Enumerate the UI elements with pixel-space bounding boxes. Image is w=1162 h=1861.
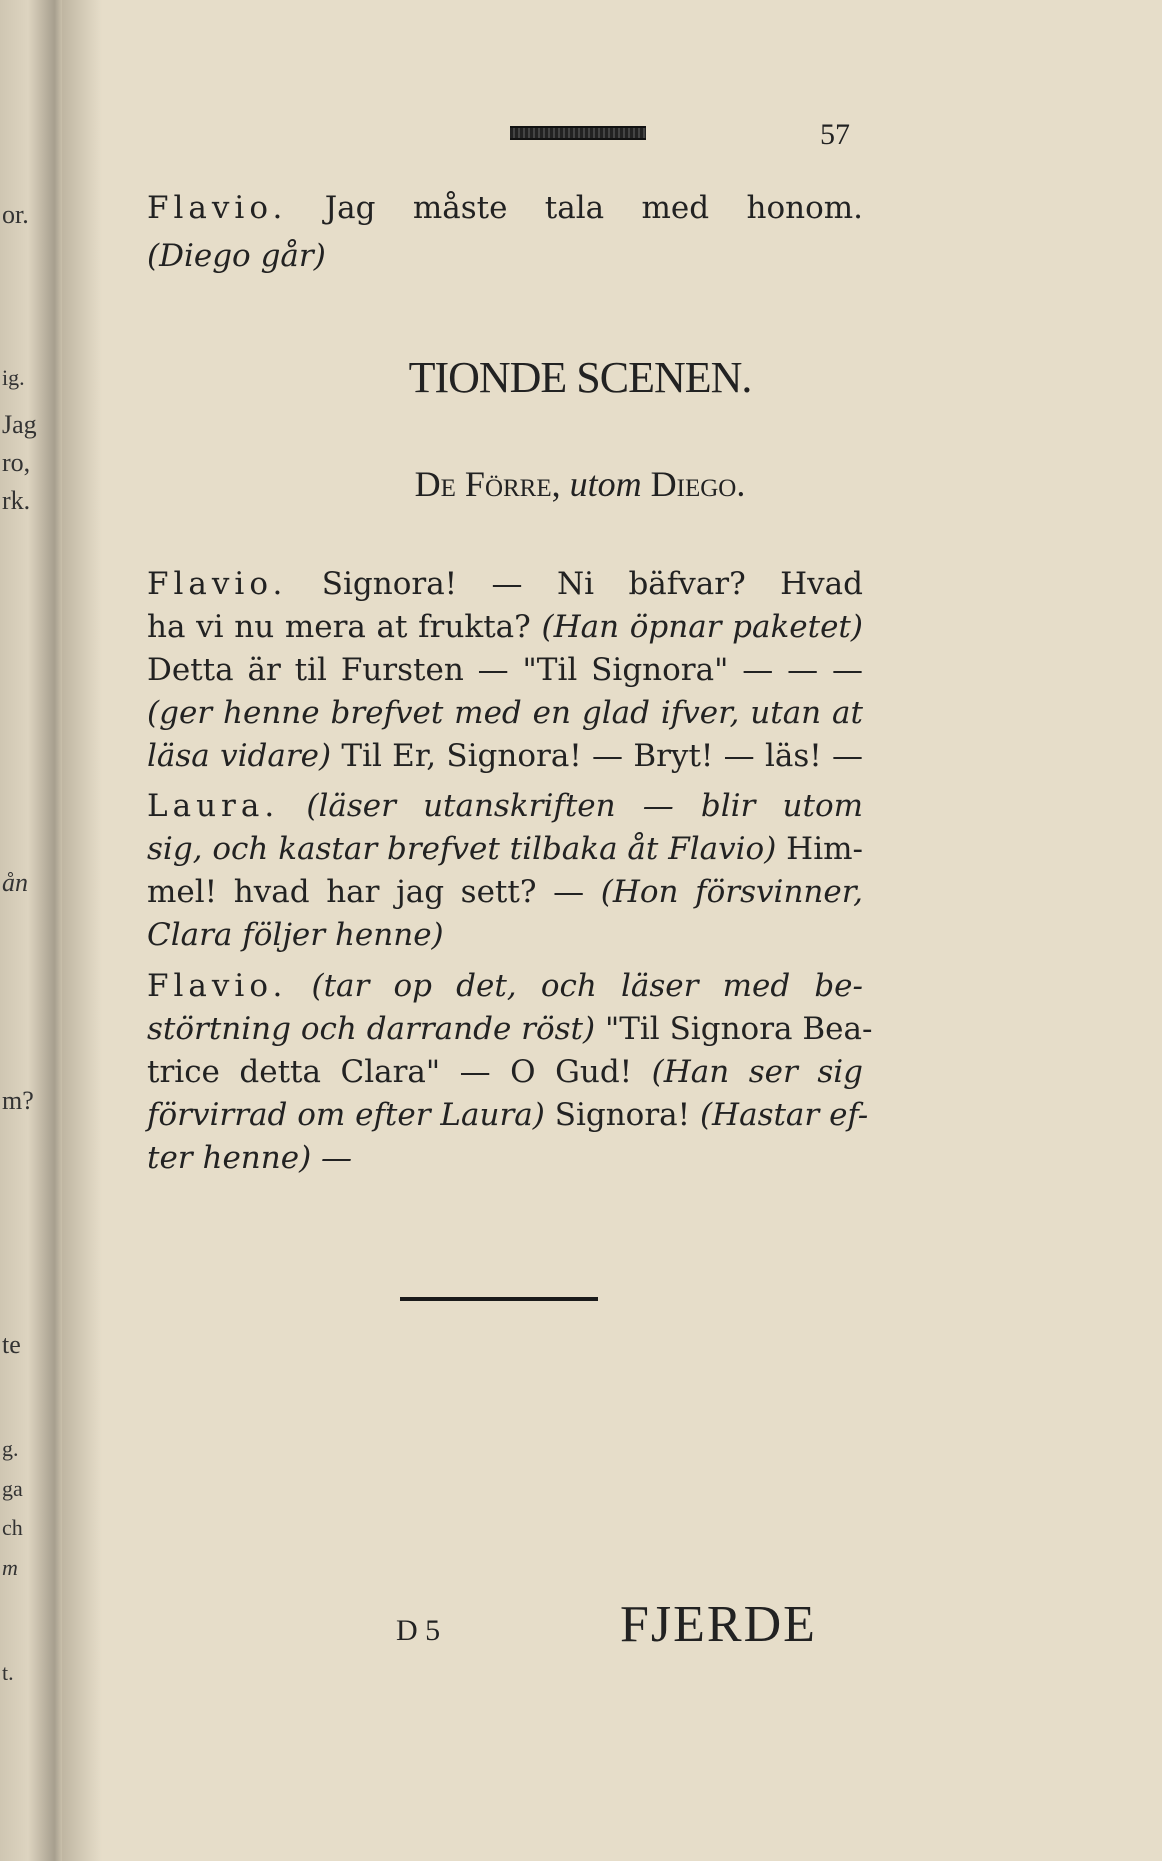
dialogue-text: Signora! — Ni bäfvar? Hvad (321, 566, 863, 602)
speaker-name: Laura. (147, 788, 280, 824)
gutter-fragment: ån (2, 868, 28, 897)
dialogue-text: mel! hvad har jag sett? — (147, 874, 585, 910)
speaker-name: Flavio. (147, 968, 288, 1004)
dialogue-text: "Til Signora Bea- (604, 1011, 873, 1047)
book-page (100, 0, 1162, 1861)
dialogue-line (147, 190, 863, 226)
stage-direction: störtning och darrande röst) (147, 1011, 596, 1047)
gutter-fragment: te (2, 1330, 21, 1359)
dialogue-line (147, 968, 863, 1004)
stage-direction: (ger henne brefvet med en glad ifver, utan at (147, 695, 863, 731)
stage-direction: läsa vidare) (147, 738, 332, 774)
stage-direction: ter henne) — (147, 1140, 353, 1176)
stage-direction: (Han ser sig (651, 1054, 863, 1090)
gutter-fragment: ro, (2, 448, 31, 477)
dialogue-text: ha vi nu mera at frukta? (147, 609, 531, 645)
subheading-characters: De Förre, (414, 464, 561, 504)
dialogue-line (147, 1011, 873, 1047)
stage-direction: (Hastar ef- (699, 1097, 869, 1133)
dialogue-text: Detta är til Fursten — "Til Signora" — — — (147, 652, 863, 688)
dialogue-line (147, 831, 863, 867)
gutter-fragment: ch (2, 1515, 23, 1540)
dialogue-line (147, 738, 863, 774)
gutter-fragment: Jag (2, 410, 37, 439)
stage-direction: sig, och kastar brefvet tilbaka åt Flavio) (147, 831, 777, 867)
gutter-fragment: or. (2, 200, 29, 229)
gutter-fragment: ig. (2, 365, 25, 390)
stage-direction: (Han öpnar paketet) (541, 609, 863, 645)
speaker-name: Flavio. (147, 566, 288, 602)
scene-subheading (100, 463, 1060, 505)
dialogue-line (147, 652, 863, 688)
dialogue-text: Jag måste tala med honom. (324, 190, 864, 226)
stage-direction: (Hon försvinner, (600, 874, 863, 910)
gutter-fragment: g. (2, 1436, 19, 1461)
dialogue-line (147, 1097, 869, 1133)
stage-direction: (läser utanskriften — blir utom (306, 788, 864, 824)
gutter-shadow (62, 0, 102, 1861)
stage-direction: (tar op det, och läser med be- (311, 968, 864, 1004)
page-number: 57 (820, 118, 850, 151)
speaker-name: Flavio. (147, 190, 288, 226)
subheading-excluded: Diego. (650, 464, 746, 504)
dialogue-line (147, 788, 863, 824)
dialogue-line (147, 874, 863, 910)
gutter-fragment: m? (2, 1086, 34, 1115)
dialogue-text: Him- (786, 831, 863, 867)
stage-direction: förvirrad om efter Laura) (147, 1097, 545, 1133)
header-ornament-rule (510, 126, 646, 140)
dialogue-text: Signora! (554, 1097, 691, 1133)
catchword: FJERDE (620, 1596, 817, 1653)
scene-heading: TIONDE SCENEN. (408, 353, 752, 402)
dialogue-line (147, 1054, 863, 1090)
dialogue-text: Til Er, Signora! — Bryt! — läs! — (341, 738, 863, 774)
dialogue-line (147, 609, 863, 645)
section-divider (400, 1297, 598, 1301)
gutter-fragment: m (2, 1555, 18, 1580)
dialogue-line (147, 566, 863, 602)
binding-gutter (0, 0, 62, 1861)
signature-mark: D 5 (396, 1614, 441, 1647)
gutter-fragment: rk. (2, 486, 31, 515)
gutter-fragment: t. (2, 1660, 14, 1685)
dialogue-text: trice detta Clara" — O Gud! (147, 1054, 633, 1090)
gutter-fragment: ga (2, 1476, 23, 1501)
stage-direction: Clara följer henne) (147, 917, 444, 953)
subheading-except: utom (569, 464, 642, 504)
stage-direction: (Diego går) (147, 238, 326, 274)
